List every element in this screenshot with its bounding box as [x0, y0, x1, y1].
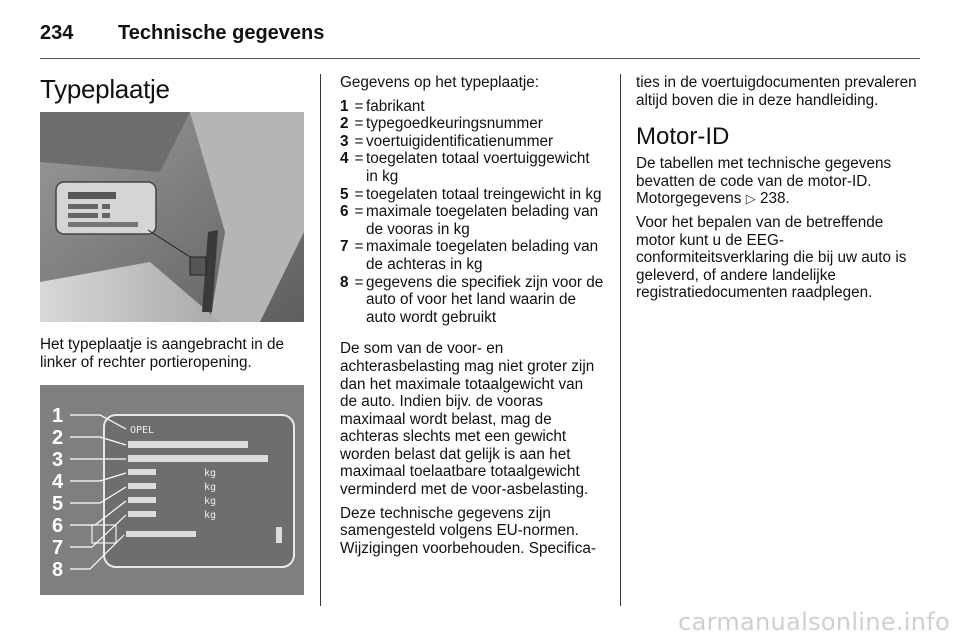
- list-item-text: toegelaten totaal treingewicht in kg: [366, 185, 602, 203]
- list-item-number: 3: [340, 132, 349, 150]
- list-item-text: toegelaten totaal voertuiggewicht in kg: [366, 150, 590, 185]
- plate-data-intro: Gegevens op het typeplaatje:: [340, 74, 540, 91]
- list-item: [340, 203, 604, 238]
- list-item-number: 6: [340, 203, 349, 221]
- column-divider-right: [620, 74, 621, 606]
- column-1: [40, 74, 306, 595]
- plate-callout-1: 1: [52, 405, 64, 428]
- typeplate-illustration: [40, 385, 304, 595]
- plate-callout-4: 4: [52, 471, 64, 494]
- plate-unit-1: kg: [204, 468, 217, 480]
- page-header: [40, 16, 920, 60]
- chapter-title: Technische gegevens: [118, 22, 325, 44]
- list-item-number: 2: [340, 115, 349, 133]
- page-number: 234: [40, 22, 74, 44]
- list-item-number: 1: [340, 97, 349, 115]
- list-item: [340, 133, 604, 151]
- list-item-text: typegoedkeuringsnummer: [366, 115, 543, 133]
- list-item-separator: =: [354, 185, 364, 203]
- engine-id-paragraph: [636, 155, 922, 208]
- list-item-separator: =: [354, 97, 364, 115]
- plate-callout-2: 2: [52, 427, 64, 450]
- eu-norms-paragraph: Deze technische gegevens zijn samengesteld volgens EU-normen. Wijzigingen voorbehouden. Specifica-: [340, 504, 596, 557]
- door-pillar-illustration: [40, 112, 304, 322]
- page-ref-icon[interactable]: ▷: [745, 191, 756, 207]
- conformity-paragraph: Voor het bepalen van de betreffende motor kunt u de EEG-conformiteitsverklaring die bij uw auto is geleverd, of andere landelijke registratiedocumenten raadplegen.: [636, 213, 907, 302]
- list-item-number: 5: [340, 185, 349, 203]
- list-item-number: 7: [340, 238, 349, 256]
- list-item: [340, 150, 604, 185]
- plate-brand: OPEL: [130, 425, 155, 437]
- list-item-number: 8: [340, 273, 349, 291]
- section-title-typeplaatje: Typeplaatje: [40, 74, 170, 104]
- axle-load-paragraph: De som van de voor- en achterasbelasting mag niet groter zijn dan het maximale totaalgewicht van de auto. Indien bijv. de vooras maximaal wordt belast, mag de achteras slechts met een gewicht worden belast dat gelijk is aan het maximaal toelaatbare totaalgewicht verminderd met de voor-asbelasting.: [340, 340, 595, 499]
- header-rule: [40, 58, 920, 59]
- engine-id-text: De tabellen met technische gegevens bevatten de code van de motor-ID. Motorgegevens: [636, 155, 892, 208]
- column-2: [340, 74, 604, 557]
- watermark: carmanualsonline.info: [678, 608, 950, 636]
- column-3: [636, 74, 922, 302]
- plate-callout-3: 3: [52, 449, 64, 472]
- plate-data-list: [340, 98, 604, 327]
- column-divider-left: [320, 74, 321, 606]
- list-item-number: 4: [340, 150, 349, 168]
- plate-callout-7: 7: [52, 537, 64, 560]
- plate-unit-2: kg: [204, 482, 217, 494]
- door-pillar-photo: [40, 112, 304, 322]
- list-item-text: maximale toegelaten belading van de vooras in kg: [366, 203, 599, 238]
- list-item-separator: =: [354, 115, 364, 133]
- list-item: [340, 186, 604, 204]
- list-item: [340, 238, 604, 273]
- typeplate-image: [40, 385, 304, 595]
- list-item-text: gegevens die specifiek zijn voor de auto of voor het land waarin de auto wordt gebruikt: [366, 273, 604, 326]
- list-item-separator: =: [354, 203, 364, 221]
- list-item-text: voertuigidentificatienummer: [366, 132, 554, 150]
- plate-callout-5: 5: [52, 493, 64, 516]
- plate-callout-8: 8: [52, 559, 64, 582]
- list-item-separator: =: [354, 273, 364, 291]
- list-item-separator: =: [354, 150, 364, 168]
- plate-unit-3: kg: [204, 496, 217, 508]
- section-title-motor-id: Motor-ID: [636, 123, 730, 151]
- engine-data-page-link[interactable]: 238.: [759, 190, 790, 208]
- continued-paragraph: ties in de voertuigdocumenten prevaleren altijd boven die in deze handleiding.: [636, 74, 917, 109]
- plate-unit-4: kg: [204, 510, 217, 522]
- plate-location-text: Het typeplaatje is aangebracht in de linker of rechter portieropening.: [40, 336, 285, 371]
- plate-callout-6: 6: [52, 515, 64, 538]
- list-item: [340, 98, 604, 116]
- list-item-text: maximale toegelaten belading van de achteras in kg: [366, 238, 599, 273]
- list-item-text: fabrikant: [366, 97, 425, 115]
- list-item: [340, 274, 604, 327]
- list-item-separator: =: [354, 132, 364, 150]
- list-item-separator: =: [354, 238, 364, 256]
- list-item: [340, 115, 604, 133]
